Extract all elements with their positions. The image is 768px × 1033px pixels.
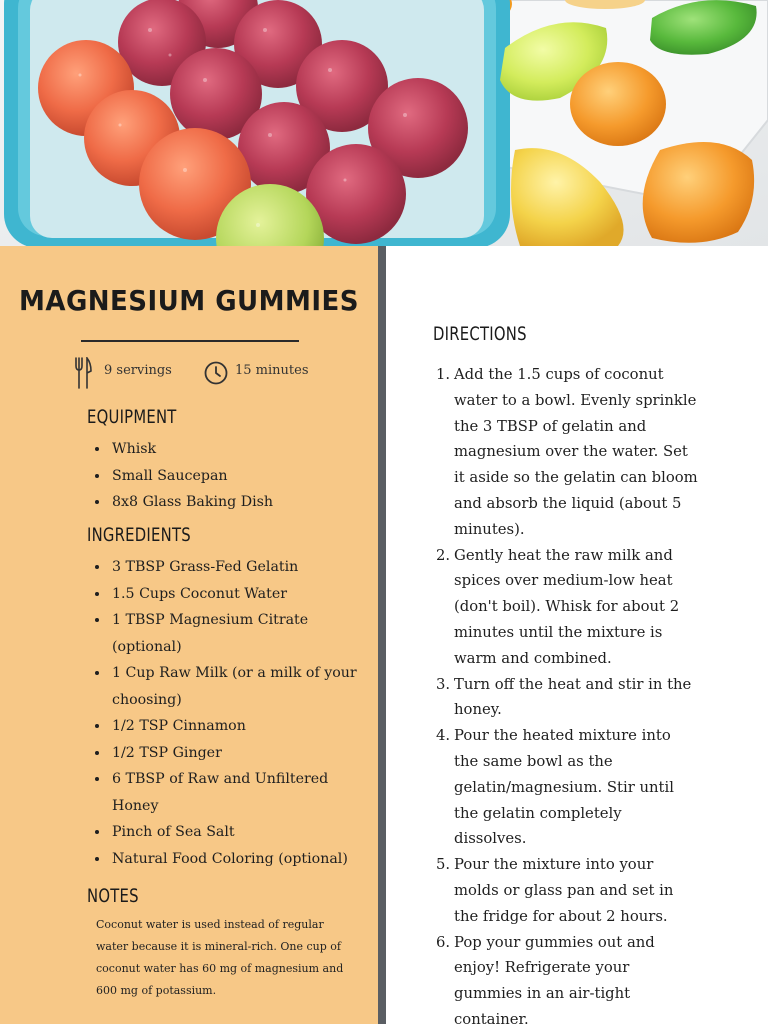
direction-step: 5. Pour the mixture into your molds or glass pan and set in the fridge for about 2 hours. [436,856,674,925]
direction-step: 4. Pour the heated mixture into the same bowl as the gelatin/magnesium. Stir until the gelatin completely dissolves. [436,727,674,848]
step-text: Turn off the heat and stir in the honey. [454,675,692,719]
direction-step: 6. Pop your gummies out and enjoy! Refrigerate your gummies in an air-tight container. [436,933,655,1028]
title-divider [81,340,299,342]
step-text: Gently heat the raw milk and spices over medium-low heat (don't boil). Whisk for about 2 minutes until the mixture is warm and combined. [454,546,680,667]
list-item: • 1/2 TSP Cinnamon [110,713,372,740]
step-text: Pop your gummies out and enjoy! Refrigerate your gummies in an air-tight container. [454,933,655,1028]
direction-step: 1. Add the 1.5 cups of coconut water to a bowl. Evenly sprinkle the 3 TBSP of gelatin and magnesium over the water. Set it aside so the gelatin can bloom and absorb the liquid (about 5 minutes). [436,366,698,538]
step-text: Add the 1.5 cups of coconut water to a bowl. Evenly sprinkle the 3 TBSP of gelatin and magnesium over the water. Set it aside so the gelatin can bloom and absorb the liquid (about 5 minutes). [454,366,698,538]
servings-text: 9 servings [104,363,172,378]
hero-photo [0,0,768,246]
step-text: Pour the heated mixture into the same bowl as the gelatin/magnesium. Stir until the gelatin completely dissolves. [454,727,674,848]
ingredients-list [92,554,372,872]
list-item: • Pinch of Sea Salt [110,819,372,846]
equipment-list [92,436,372,516]
directions-heading: DIRECTIONS [433,323,527,345]
time-text: 15 minutes [235,363,309,378]
list-item: • 1/2 TSP Ginger [110,740,372,767]
list-item: • 1 TBSP Magnesium Citrate (optional) [110,607,372,660]
notes-text: Coconut water is used instead of regular water because it is mineral-rich. One cup of coconut water has 60 mg of magnesium and 600 mg of potassium. [96,918,344,997]
direction-step: 3. Turn off the heat and stir in the honey. [436,675,692,719]
gummies-illustration [0,0,768,246]
clock-icon [204,361,228,389]
notes-heading: NOTES [87,885,139,907]
list-item: • 8x8 Glass Baking Dish [110,489,372,516]
recipe-title: MAGNESIUM GUMMIES [18,284,360,317]
fork-knife-icon [74,357,92,393]
ingredients-heading: INGREDIENTS [87,524,191,546]
direction-step: 2. Gently heat the raw milk and spices over medium-low heat (don't boil). Whisk for about 2 minutes until the mixture is warm and combined. [436,546,680,667]
list-item: • 1 Cup Raw Milk (or a milk of your choosing) [110,660,372,713]
column-divider [378,246,386,1024]
list-item: • Small Saucepan [110,463,372,490]
list-item: • Whisk [110,436,372,463]
list-item: • 3 TBSP Grass-Fed Gelatin [110,554,372,581]
directions-list [436,362,698,1033]
list-item: • 6 TBSP of Raw and Unfiltered Honey [110,766,372,819]
equipment-heading: EQUIPMENT [87,406,177,428]
step-text: Pour the mixture into your molds or glass pan and set in the fridge for about 2 hours. [454,856,674,925]
recipe-info-panel [0,246,378,1024]
recipe-meta [0,357,378,389]
list-item: • Natural Food Coloring (optional) [110,846,372,873]
list-item: • 1.5 Cups Coconut Water [110,581,372,608]
